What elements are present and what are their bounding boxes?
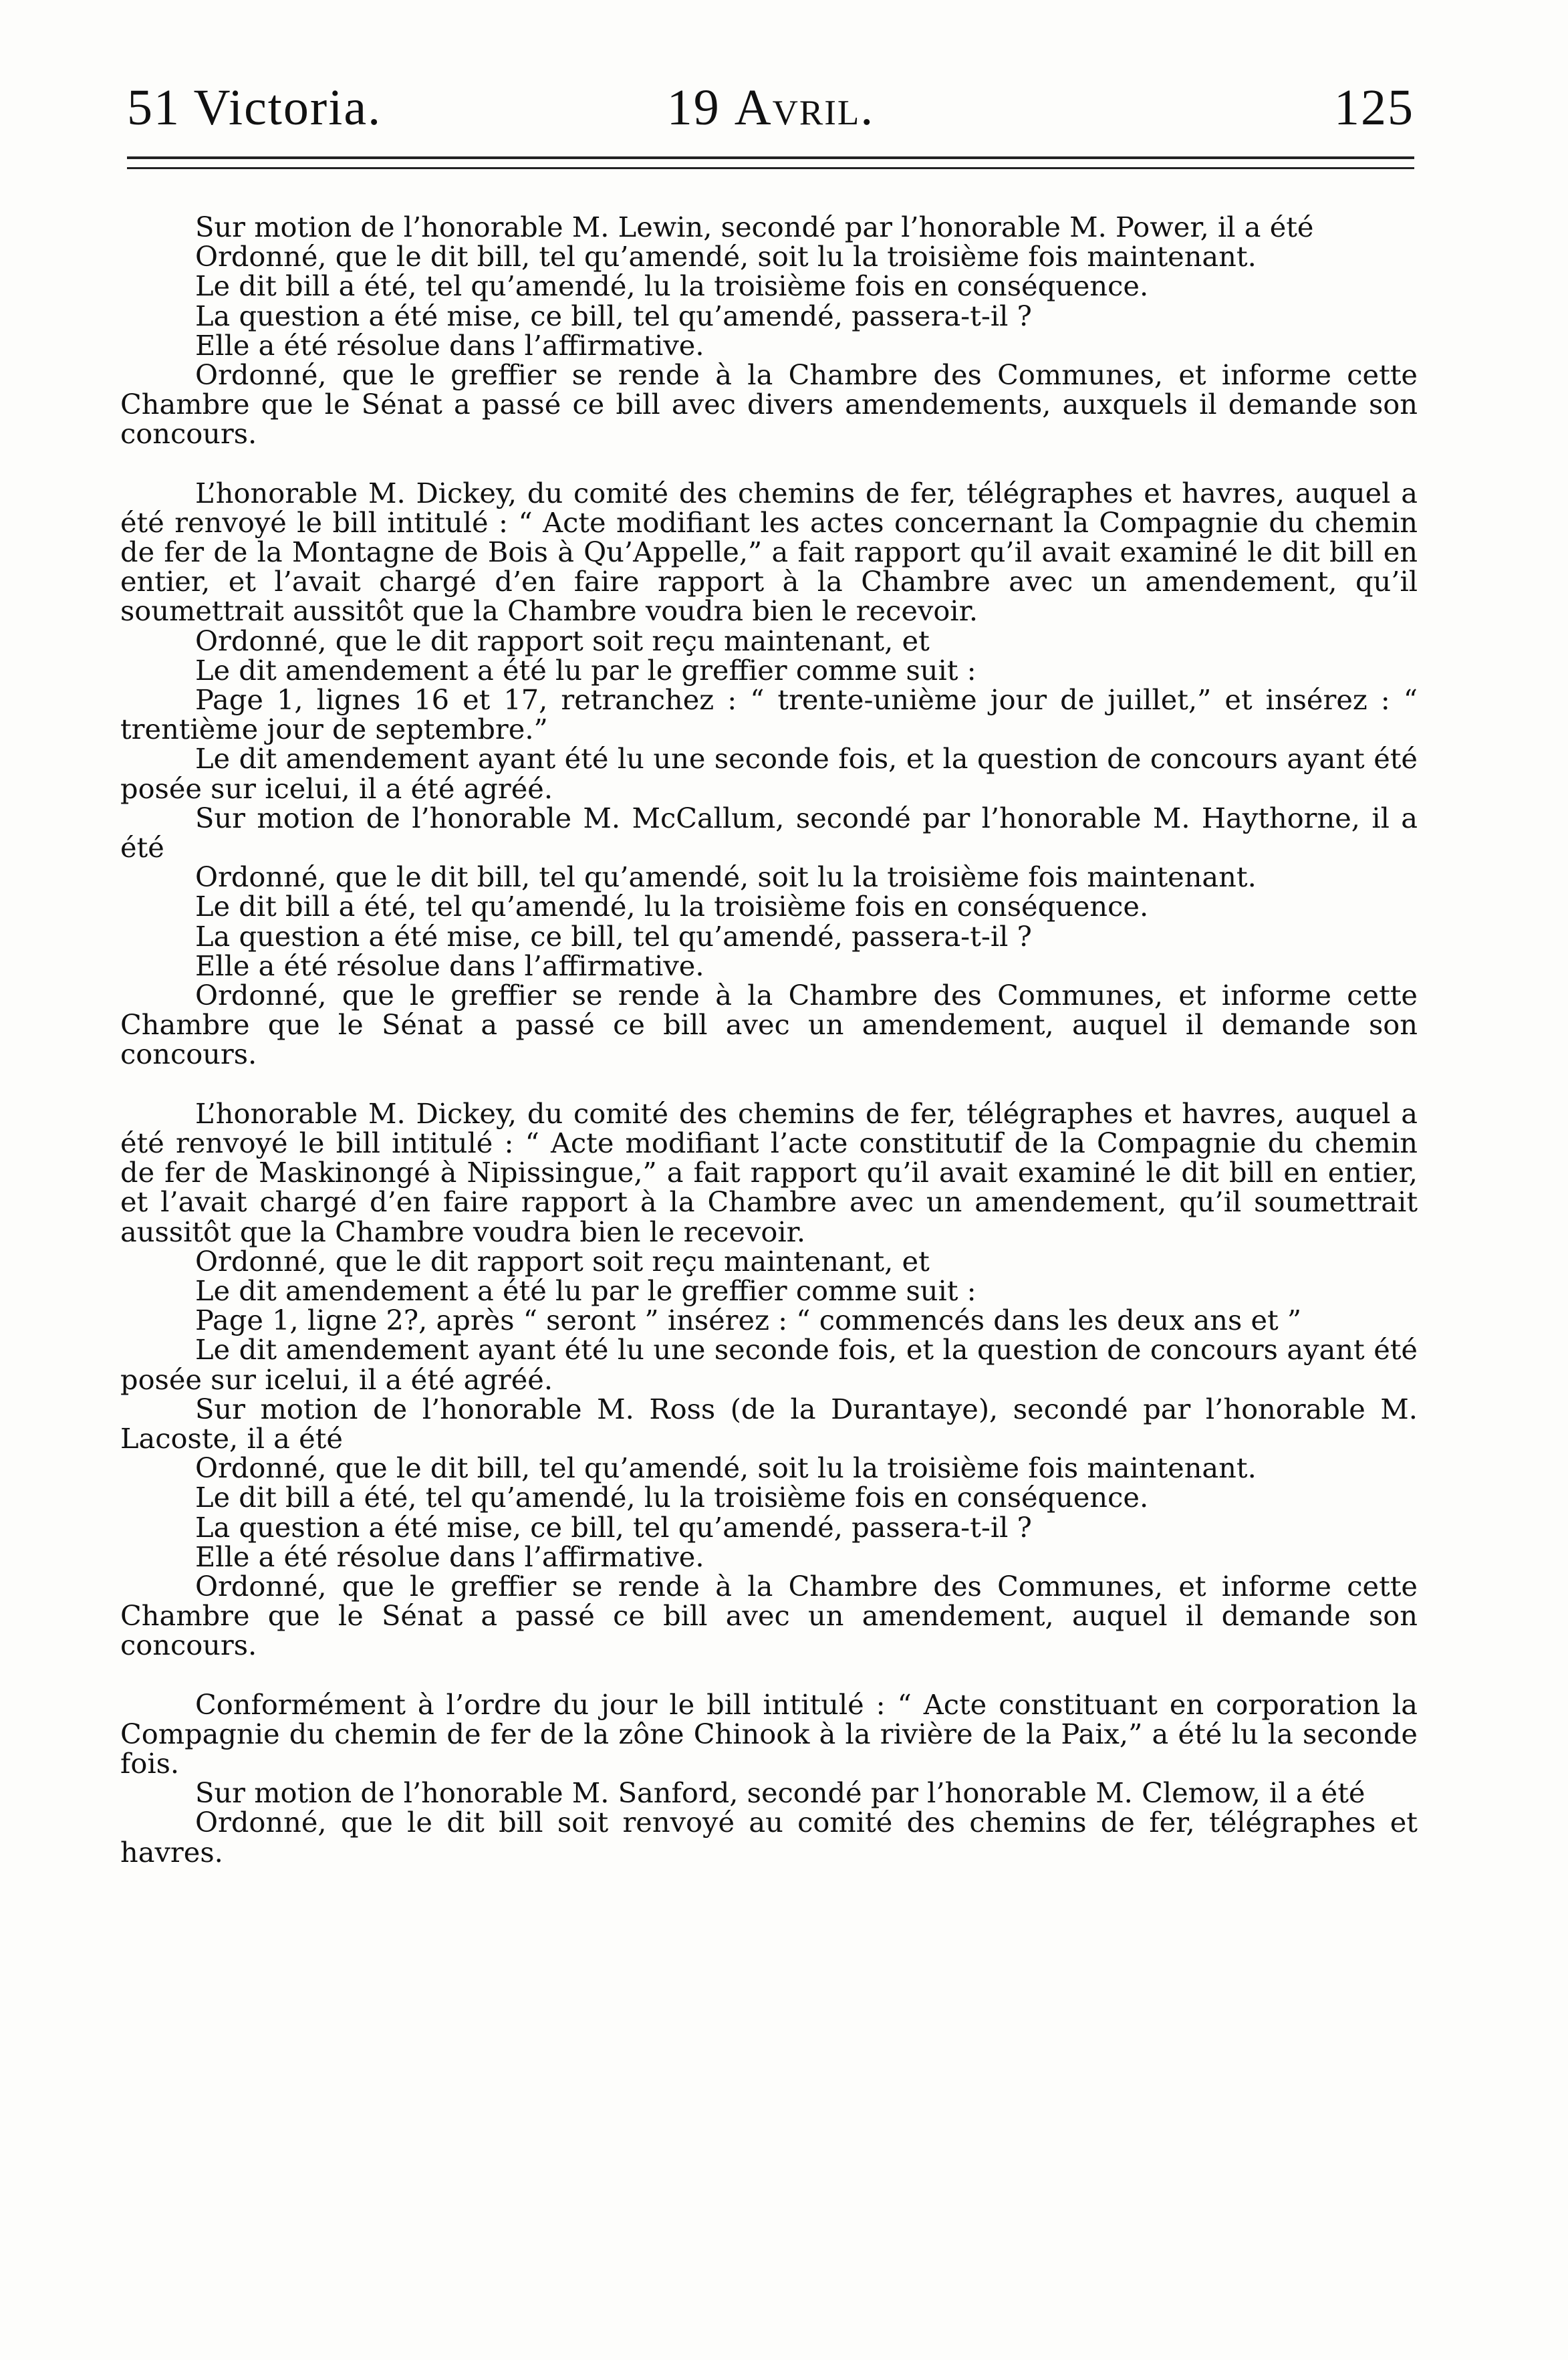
header-day: 19 [666,80,721,136]
header-session: 51 Victoria. [127,80,382,136]
paragraph: Sur motion de l’honorable M. Ross (de la Durantaye), secondé par l’honorable M. Lacoste, il a été [120,1392,1418,1455]
paragraph: Elle a été résolue dans l’affirmative. [195,328,704,362]
paragraph: L’honorable M. Dickey, du comité des chemins de fer, télégraphes et havres, auquel a été renvoyé le bill intitulé : “ Acte modifiant les actes concernant la Compagnie du chemin de fer de la Montagne de Bois à Qu’Appelle,” a fait rapport qu’il avait examiné le dit bill en entier, et l’avait chargé d’en faire rapport à la Chambre avec un amendement, qu’il soumettrait aussitôt que la Chambre voudra bien le recevoir. [120,476,1418,628]
paragraph: La question a été mise, ce bill, tel qu’amendé, passera-t-il ? [195,1510,1032,1544]
paragraph: Sur motion de l’honorable M. Sanford, secondé par l’honorable M. Clemow, il a été [195,1776,1365,1810]
paragraph: Le dit amendement ayant été lu une seconde fois, et la question de concours ayant été posée sur icelui, il a été agréé. [120,1333,1418,1396]
paragraph: Sur motion de l’honorable M. Lewin, secondé par l’honorable M. Power, il a été [195,211,1314,243]
paragraph: La question a été mise, ce bill, tel qu’amendé, passera-t-il ? [195,299,1032,332]
running-head [127,79,1414,139]
paragraph: Le dit amendement a été lu par le greffier comme suit : [195,653,976,687]
header-rule-bottom [127,167,1414,169]
paragraph: Ordonné, que le greffier se rende à la Chambre des Communes, et informe cette Chambre que le Sénat a passé ce bill avec divers amendements, auxquels il demande son concours. [120,358,1418,451]
paragraph: Le dit bill a été, tel qu’amendé, lu la troisième fois en conséquence. [195,1481,1149,1514]
page-number: 125 [1334,80,1414,136]
paragraph: L’honorable M. Dickey, du comité des chemins de fer, télégraphes et havres, auquel a été renvoyé le bill intitulé : “ Acte modifiant l’acte constitutif de la Compagnie du chemin de fer de Maskinongé à Nipissingue,” a fait rapport qu’il avait examiné le dit bill en entier, et l’avait chargé d’en faire rapport à la Chambre avec un amendement, qu’il soumettrait aussitôt que la Chambre voudra bien le recevoir. [120,1096,1418,1248]
paragraph: Ordonné, que le greffier se rende à la Chambre des Communes, et informe cette Chambre que le Sénat a passé ce bill avec un amendement, auquel il demande son concours. [120,1569,1418,1662]
paragraph: Ordonné, que le dit rapport soit reçu maintenant, et [195,624,930,657]
header-month: Avril. [734,80,875,136]
header-rule-top [127,156,1414,159]
paragraph: Page 1, ligne 2?, après “ seront ” insérez : “ commencés dans les deux ans et ” [195,1304,1302,1337]
paragraph: Le dit bill a été, tel qu’amendé, lu la troisième fois en conséquence. [195,269,1149,303]
paragraph: Le dit amendement ayant été lu une seconde fois, et la question de concours ayant été posée sur icelui, il a été agréé. [120,742,1418,805]
paragraph: Ordonné, que le greffier se rende à la Chambre des Communes, et informe cette Chambre que le Sénat a passé ce bill avec un amendement, auquel il demande son concours. [120,979,1418,1071]
paragraph: Ordonné, que le dit rapport soit reçu maintenant, et [195,1244,930,1278]
paragraph: La question a été mise, ce bill, tel qu’amendé, passera-t-il ? [195,919,1032,953]
section-gap [120,1661,1418,1690]
paragraph: Le dit amendement a été lu par le greffier comme suit : [195,1274,976,1307]
paragraph: Ordonné, que le dit bill soit renvoyé au comité des chemins de fer, télégraphes et havres. [120,1806,1418,1869]
paragraph: Elle a été résolue dans l’affirmative. [195,1540,704,1573]
paragraph: Conformément à l’ordre du jour le bill intitulé : “ Acte constituant en corporation la Compagnie du chemin de fer de la zône Chinook à la rivière de la Paix,” a été lu la seconde fois. [120,1687,1418,1780]
paragraph: Ordonné, que le dit bill, tel qu’amendé, soit lu la troisième fois maintenant. [195,240,1257,273]
section-gap [120,1070,1418,1099]
paragraph: Ordonné, que le dit bill, tel qu’amendé, soit lu la troisième fois maintenant. [195,860,1257,894]
paragraph: Elle a été résolue dans l’affirmative. [195,949,704,982]
section-gap [120,449,1418,479]
paragraph: Le dit bill a été, tel qu’amendé, lu la troisième fois en conséquence. [195,890,1149,923]
paragraph: Sur motion de l’honorable M. McCallum, secondé par l’honorable M. Haythorne, il a été [120,801,1418,864]
paragraph: Ordonné, que le dit bill, tel qu’amendé, soit lu la troisième fois maintenant. [195,1451,1257,1485]
paragraph: Page 1, lignes 16 et 17, retranchez : “ trente-unième jour de juillet,” et insérez : “ trentième jour de septembre.” [120,683,1418,746]
journal-body [120,213,1418,1867]
header-date [667,79,875,137]
